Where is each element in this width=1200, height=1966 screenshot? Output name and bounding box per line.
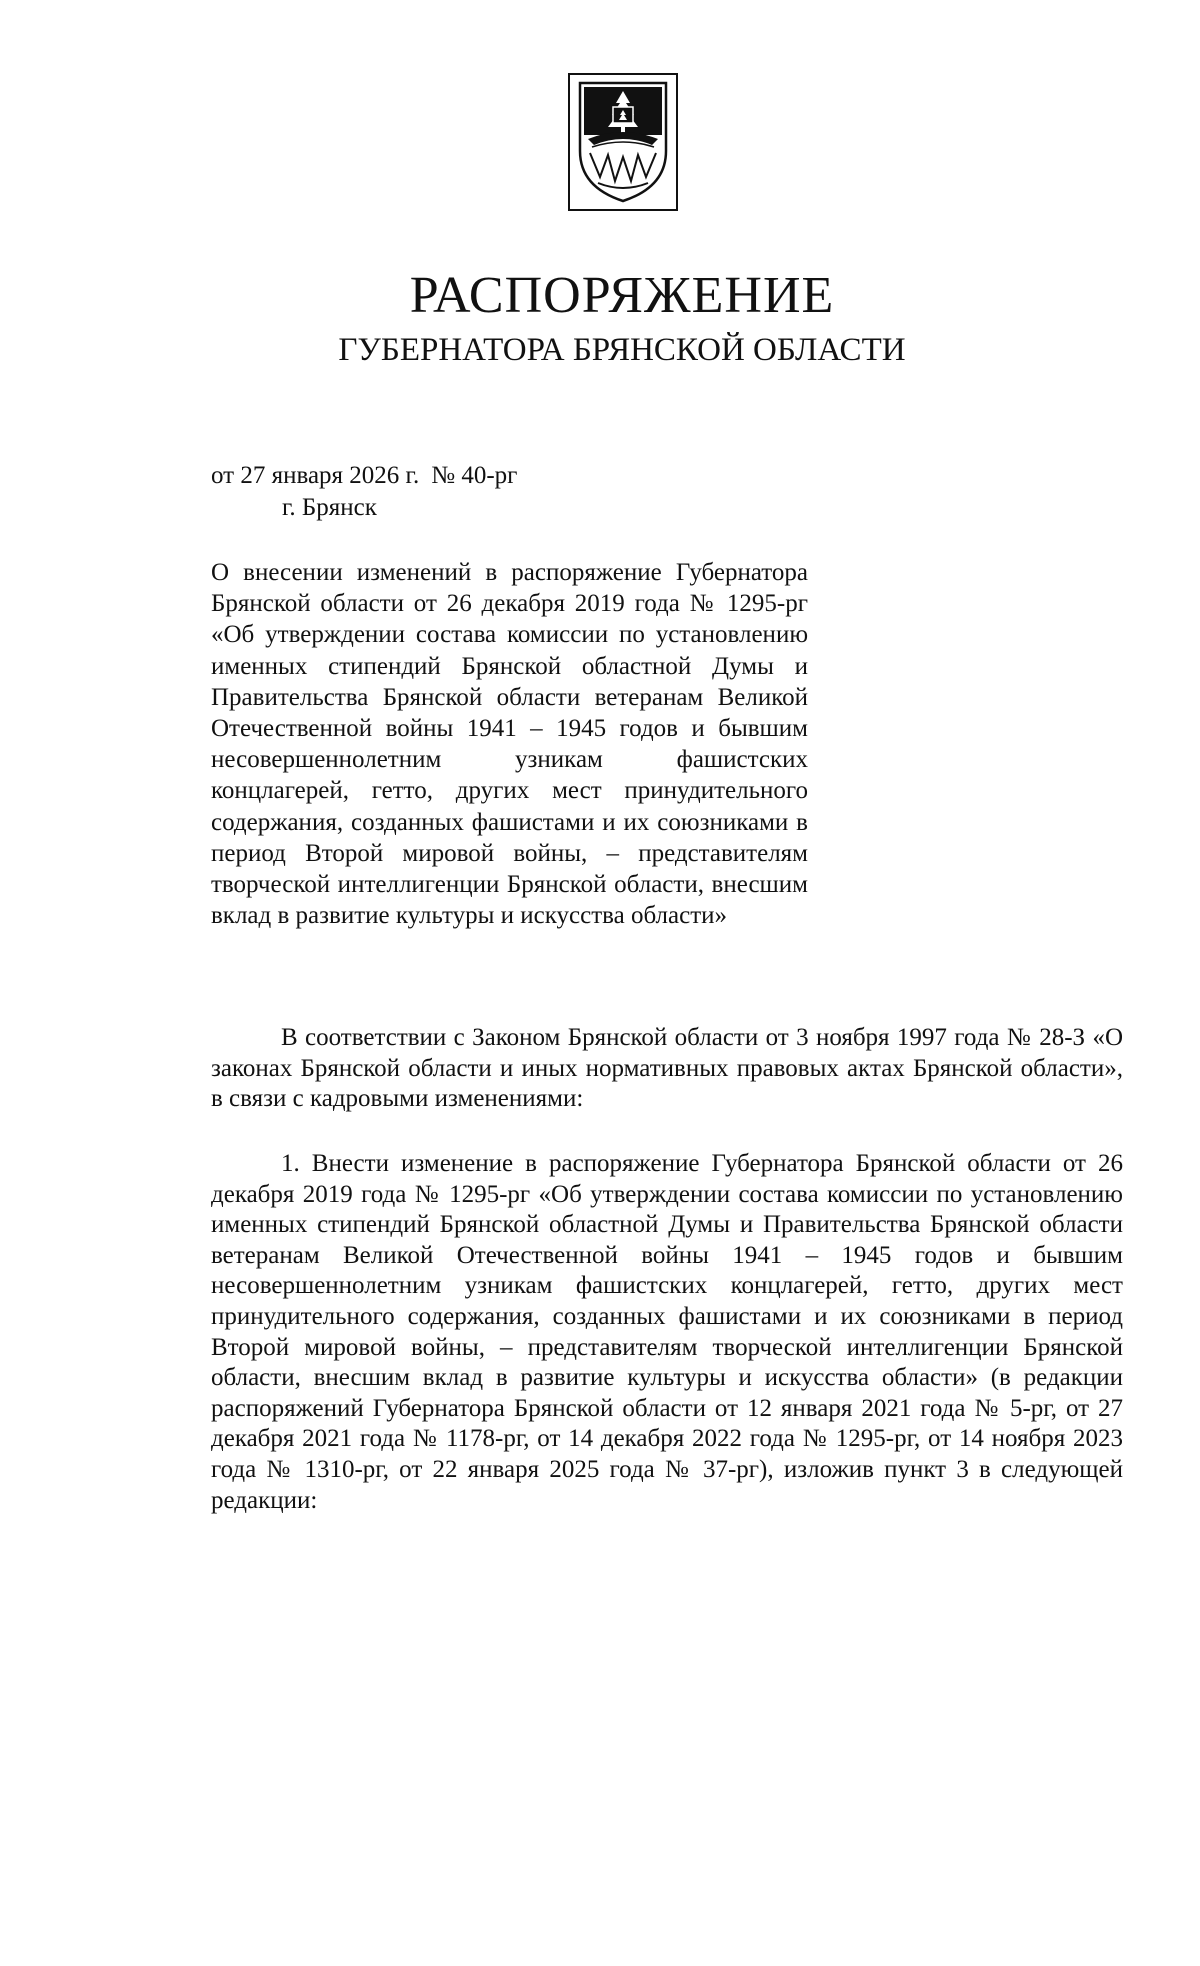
document-city: г. Брянск [282,494,377,521]
document-issuer: ГУБЕРНАТОРА БРЯНСКОЙ ОБЛАСТИ [338,332,906,368]
document-title: РАСПОРЯЖЕНИЕ [409,267,835,324]
document-number: № 40-рг [431,462,518,489]
preamble-paragraph: В соответствии с Законом Брянской области от 3 ноября 1997 года № 28-З «О законах Брянской области и иных нормативных правовых актах Брянской области», в связи с кадровыми изменениями: [211,1024,1123,1112]
document-date: от 27 января 2026 г. [211,462,420,489]
item-1-paragraph: 1. Внести изменение в распоряжение Губернатора Брянской области от 26 декабря 2019 года № 1295-рг «Об утверждении состава комиссии по установлению именных стипендий Брянской областной Думы и Правительства Брянской области ветеранам Великой Отечественной войны 1941 – 1945 годов и бывшим несовершеннолетним узникам фашистских концлагерей, гетто, других мест принудительного содержания, созданных фашистами и их союзниками в период Второй мировой войны, – представителям творческой интеллигенции Брянской области, внесшим вклад в развитие культуры и искусства области» (в редакции распоряжений Губернатора Брянской области от 12 января 2021 года № 5-рг, от 27 декабря 2021 года № 1178-рг, от 14 декабря 2022 года № 1295-рг, от 14 ноября 2023 года № 1310-рг, от 22 января 2025 года № 37-рг), изложив пункт 3 в следующей редакции: [211,1150,1123,1514]
document-subject: О внесении изменений в распоряжение Губернатора Брянской области от 26 декабря 2019 года № 1295-рг «Об утверждении состава комиссии по установлению именных стипендий Брянской областной Думы и Правительства Брянской области ветеранам Великой Отечественной войны 1941 – 1945 годов и бывшим несовершеннолетним узникам фашистских концлагерей, гетто, других мест принудительного содержания, созданных фашистами и их союзниками в период Второй мировой войны, – представителям творческой интеллигенции Брянской области, внесшим вклад в развитие культуры и искусства области» [211,559,808,930]
date-number-line [211,462,529,490]
bryansk-coat-of-arms-icon [568,73,678,211]
